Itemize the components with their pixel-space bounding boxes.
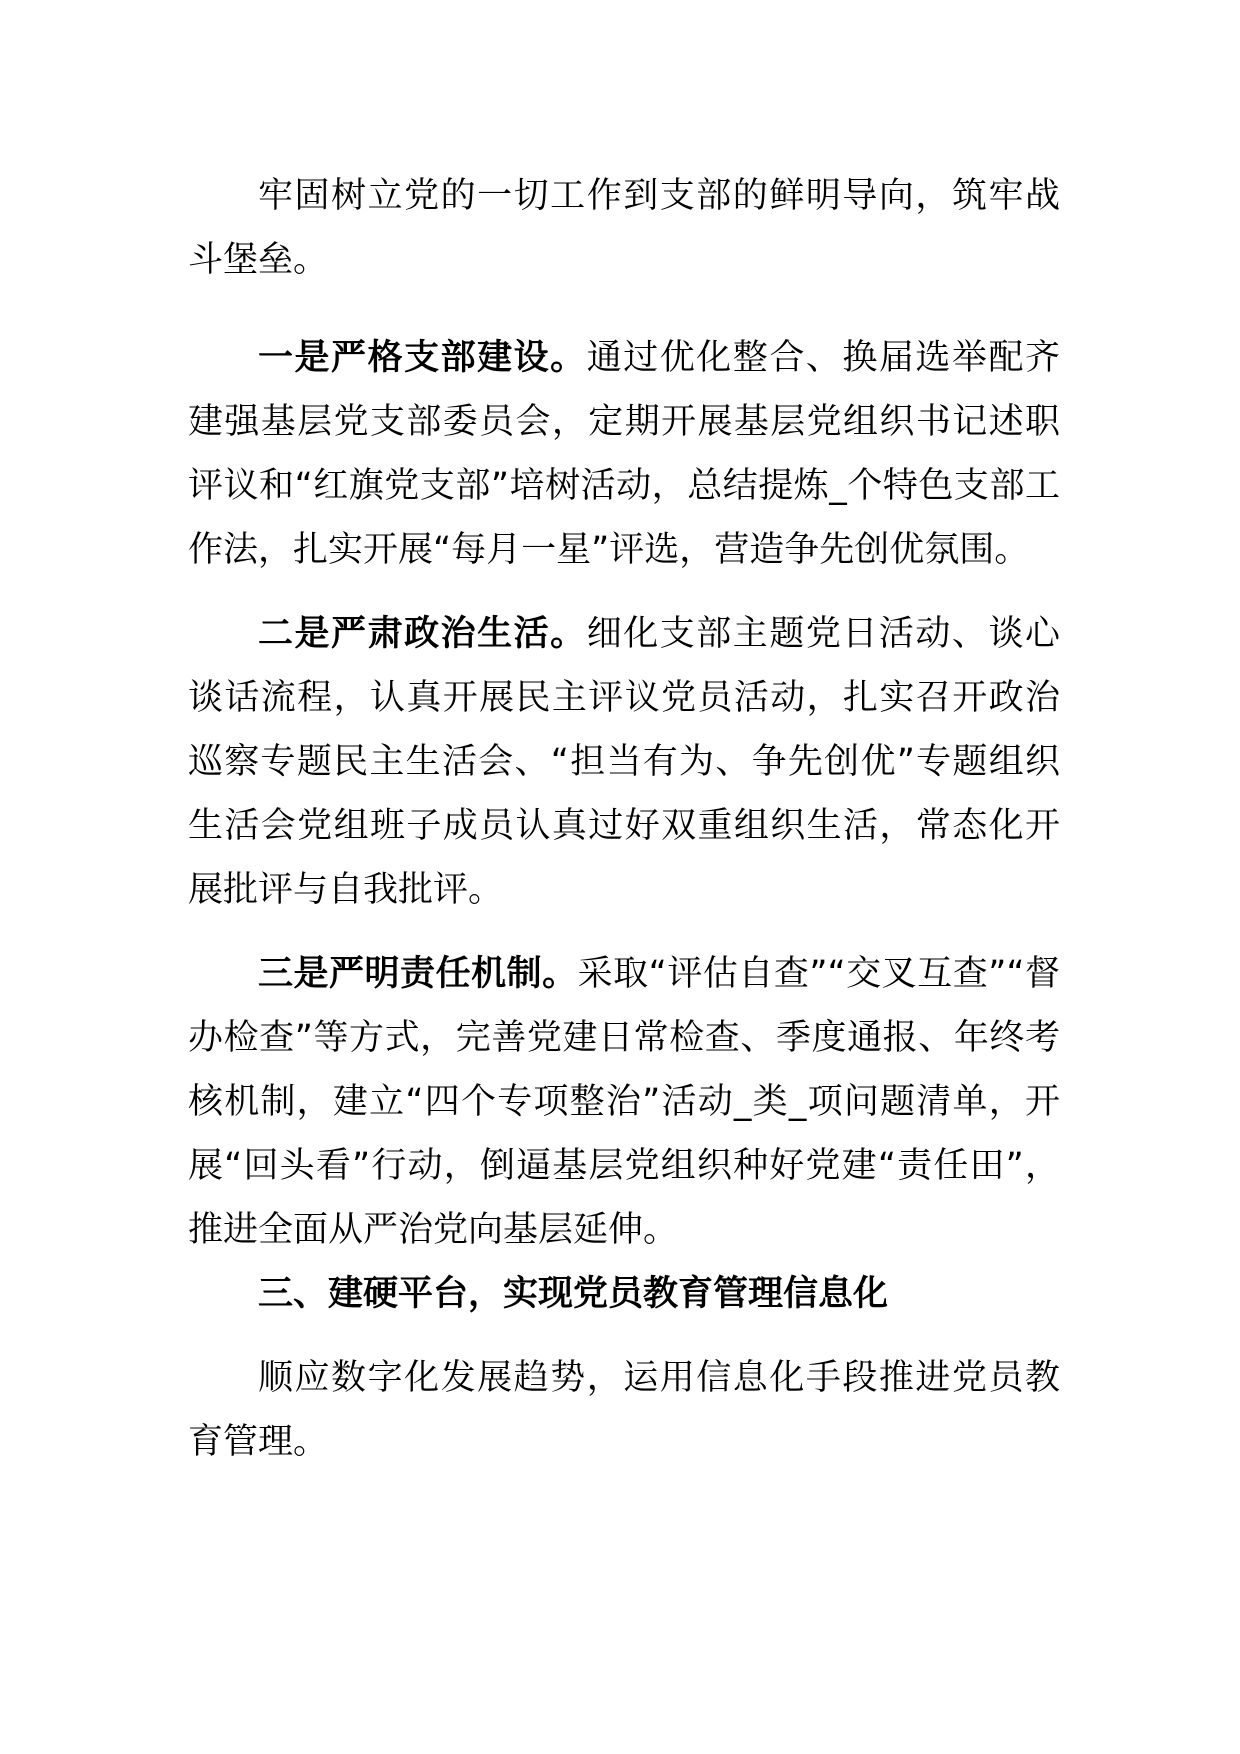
document-page	[188, 164, 1060, 1474]
section-heading: 三、建硬平台，实现党员教育管理信息化	[258, 1274, 889, 1314]
section-intro-paragraph: 顺应数字化发展趋势，运用信息化手段推进党员教育管理。	[188, 1358, 1060, 1462]
item-lead-2: 二是严肃政治生活。	[258, 614, 587, 654]
intro-paragraph: 牢固树立党的一切工作到支部的鲜明导向，筑牢战斗堡垒。	[188, 176, 1060, 280]
item-lead-1: 一是严格支部建设。	[258, 338, 587, 378]
item-lead-3: 三是严明责任机制。	[258, 954, 578, 994]
item-paragraph-3	[188, 942, 1060, 1262]
item-paragraph-2	[188, 602, 1060, 922]
item-text-1: 通过优化整合、换届选举配齐建强基层党支部委员会，定期开展基层党组织书记述职评议和“红旗党支部”培树活动，总结提炼_个特色支部工作法，扎实开展“每月一星”评选，营造争先创优氛围。	[188, 338, 1060, 570]
item-paragraph-1	[188, 326, 1060, 582]
item-text-2: 细化支部主题党日活动、谈心谈话流程，认真开展民主评议党员活动，扎实召开政治巡察专题民主生活会、“担当有为、争先创优”专题组织生活会党组班子成员认真过好双重组织生活，常态化开展批评与自我批评。	[188, 614, 1060, 910]
item-text-3: 采取“评估自查”“交叉互查”“督办检查”等方式，完善党建日常检查、季度通报、年终考核机制，建立“四个专项整治”活动_类_项问题清单，开展“回头看”行动，倒逼基层党组织种好党建“责任田”，推进全面从严治党向基层延伸。	[188, 954, 1060, 1250]
